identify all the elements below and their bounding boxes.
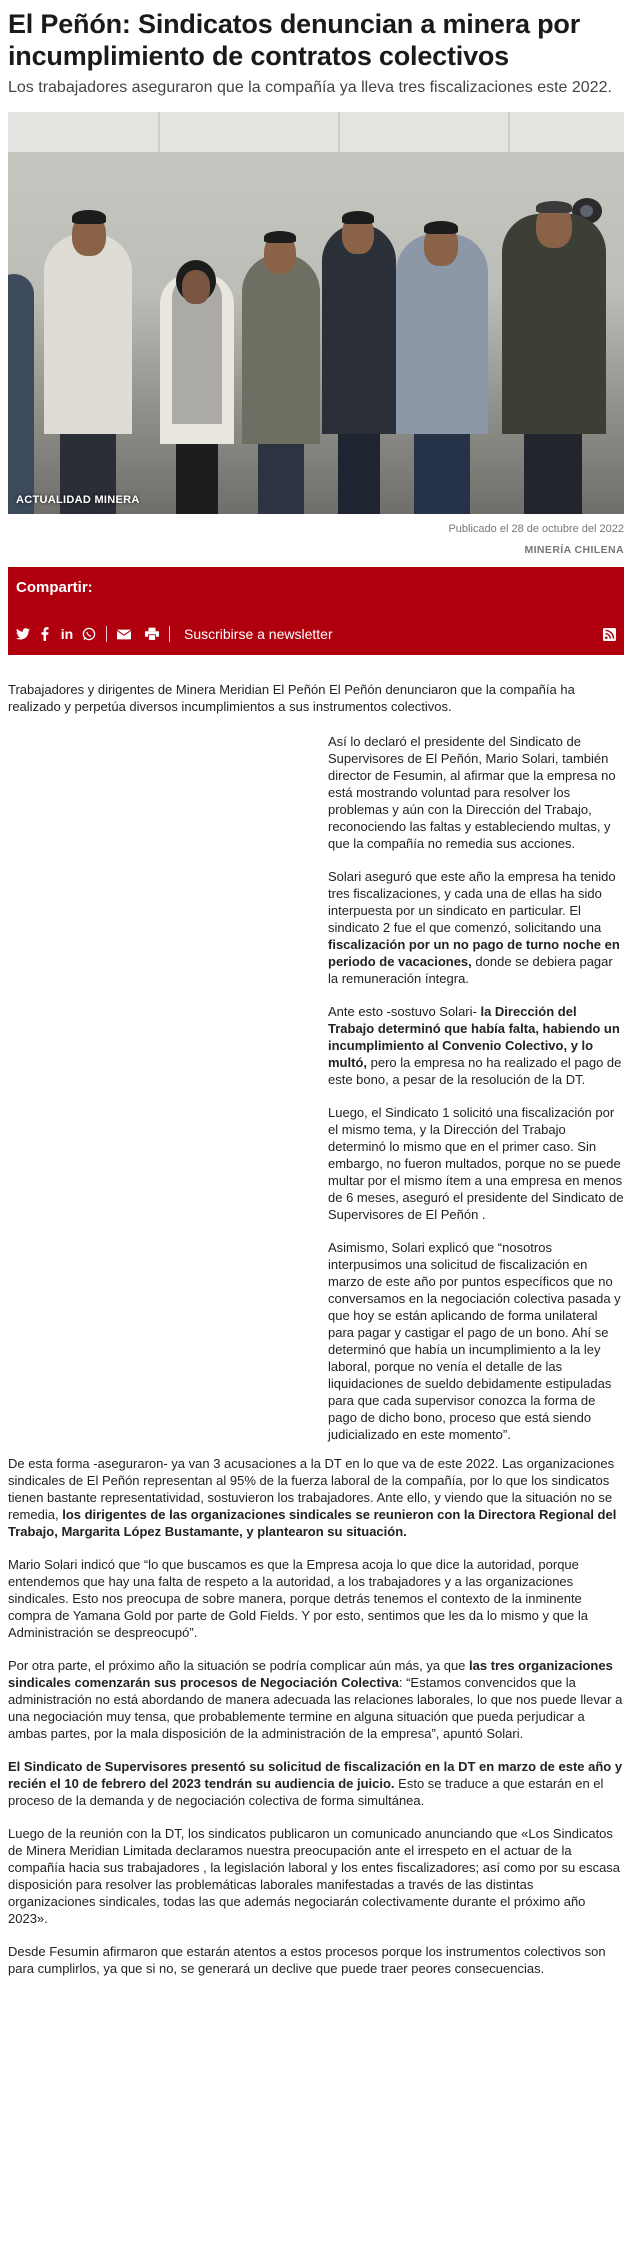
twitter-icon[interactable]: [16, 627, 30, 641]
whatsapp-icon[interactable]: [82, 627, 96, 641]
share-bar: [8, 567, 624, 655]
article-photo: [8, 112, 624, 514]
paragraph: El Sindicato de Supervisores presentó su solicitud de fiscalización en la DT en marzo de este año y recién el 10 de febrero del 2023 tendrán su audiencia de juicio. Esto se traduce a que estarán en el proceso de la demanda y de negociación colectiva de forma simultánea.: [8, 1759, 623, 1808]
facebook-icon[interactable]: [38, 627, 52, 641]
paragraph: De esta forma -aseguraron- ya van 3 acusaciones a la DT en lo que va de este 2022. Las organizaciones sindicales de El Peñón representan al 95% de la fuerza laboral de la compañía, por lo que los sindicatos tienen bastante representatividad, sostuvieron los trabajadores. Ante ello, y viendo que la situación no se remedia, los dirigentes de las organizaciones sindicales se reunieron con la Directora Regional del Trabajo, Margarita López Bustamante, y plantearon su situación.: [8, 1456, 617, 1539]
paragraph: Mario Solari indicó que “lo que buscamos es que la Empresa acoja lo que dice la autoridad, porque entendemos que hay una falta de respeto a la autoridad, a los trabajadores y a las organizaciones sindicales. Esto nos preocupa de sobre manera, porque detrás tenemos el contexto de la inminente compra de Yamana Gold por parte de Gold Fields. Y por esto, sentimos que les da lo mismo y que la Administración se despreocupó”.: [8, 1557, 589, 1640]
paragraph: Por otra parte, el próximo año la situación se podría complicar aún más, ya que las tres organizaciones sindicales comenzarán sus procesos de Negociación Colectiva: “Estamos convencidos que la administración no está abordando de manera adecuada las relaciones laborales, lo que nos puede llevar a una negociación muy tensa, que probablemente termine en alguna situación que pueda perjudicar a ambas partes, por la mala disposición de la administración de la empresa”, apuntó Solari.: [8, 1658, 623, 1741]
paragraph: Luego, el Sindicato 1 solicitó una fiscalización por el mismo tema, y la Dirección del Trabajo determinó lo mismo que en el primer caso. Sin embargo, no fueron multados, porque no se puede multar por el mismo ítem a una empresa en menos de 6 meses, aseguró el presidente del Sindicato de Supervisores de El Peñón .: [328, 1105, 624, 1222]
article-title: El Peñón: Sindicatos denuncian a minera por incumplimiento de contratos colectivos: [8, 9, 581, 71]
paragraph: Luego de la reunión con la DT, los sindicatos publicaron un comunicado anunciando que «Los Sindicatos de Minera Meridian Limitada declaramos nuestra preocupación ante el irrespeto en el actuar de la compañía hacia sus trabajadores , la legislación laboral y los entes fiscalizadores; así como por su escasa disposición para resolver las problemáticas laborales manifestadas a través de las distintas organizaciones sindicales, todas las que además negociarán colectivamente durante el próximo año 2023».: [8, 1826, 621, 1926]
article-subtitle: Los trabajadores aseguraron que la compañía ya lleva tres fiscalizaciones este 2022.: [8, 79, 612, 96]
paragraph: Ante esto -sostuvo Solari- la Dirección del Trabajo determinó que había falta, habiendo un incumplimiento al Convenio Colectivo, y lo multó, pero la empresa no ha realizado el pago de este bono, a pesar de la resolución de la DT.: [328, 1004, 622, 1087]
publish-date: Publicado el 28 de octubre del 2022: [448, 523, 624, 535]
paragraph: Desde Fesumin afirmaron que estarán atentos a estos procesos porque los instrumentos colectivos son para cumplirlos, ya que si no, se generará un declive que puede traer peores consecuencias.: [8, 1944, 606, 1976]
article-body: [8, 681, 624, 1977]
print-icon[interactable]: [145, 627, 159, 641]
newsletter-link[interactable]: Suscribirse a newsletter: [184, 626, 333, 642]
paragraph: Asimismo, Solari explicó que “nosotros interpusimos una solicitud de fiscalización en marzo de este año por puntos específicos que no conversamos en la negociación colectiva pasada y que hoy se están aplicando de forma unilateral para pagar y castigar el pago de un bono. Ahí se determinó que había un incumplimiento a la ley laboral, porque no venía el detalle de las liquidaciones de sueldo debidamente estipuladas para que cada supervisor conozca la forma de pago de dicho bono, proceso que está siendo judicializado en este momento”.: [328, 1240, 621, 1442]
article-meta: [8, 522, 624, 557]
share-title: Compartir:: [16, 579, 93, 596]
linkedin-icon[interactable]: in: [60, 626, 74, 642]
email-icon[interactable]: [117, 627, 131, 641]
paragraph: Solari aseguró que este año la empresa ha tenido tres fiscalizaciones, y cada una de ellas ha sido interpuesta por un sindicato en particular. El sindicato 2 fue el que comenzó, solicitando una fiscalización por un no pago de turno noche en periodo de vacaciones, donde se debiera pagar la remuneración íntegra.: [328, 869, 620, 986]
rss-icon[interactable]: [602, 627, 616, 641]
paragraph: Así lo declaró el presidente del Sindicato de Supervisores de El Peñón, Mario Solari, también director de Fesumin, al afirmar que la empresa no está mostrando voluntad para resolver los problemas y aún con la Dirección del Trabajo, reconociendo las faltas y estableciendo multas, y que la compañía no remedia sus acciones.: [328, 734, 616, 851]
article-source: MINERÍA CHILENA: [524, 544, 624, 556]
right-column: [328, 733, 624, 1443]
photo-credit: ACTUALIDAD MINERA: [16, 494, 140, 506]
paragraph-intro: Trabajadores y dirigentes de Minera Meridian El Peñón El Peñón denunciaron que la compañía ha realizado y perpetúa diversos incumplimientos a sus instrumentos colectivos.: [8, 682, 575, 714]
